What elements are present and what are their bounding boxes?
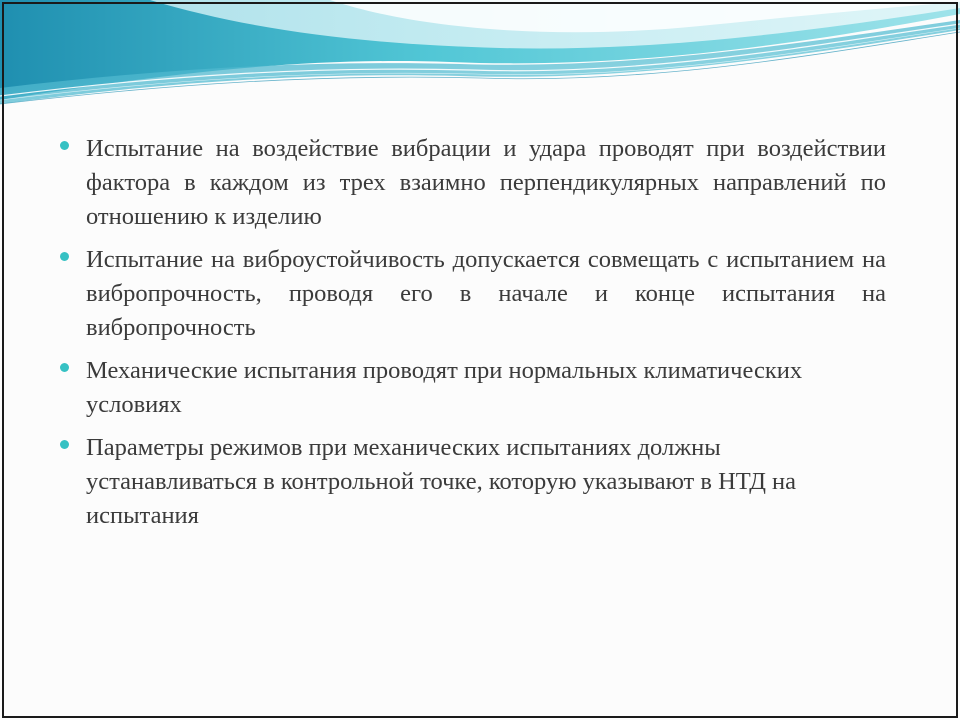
- bullet-dot-icon: [60, 252, 69, 261]
- bullet-text: Механические испытания проводят при нормальных климатических условиях: [86, 357, 803, 418]
- bullet-dot-icon: [60, 440, 69, 449]
- slide-body: [60, 132, 886, 542]
- bullet-dot-icon: [60, 141, 69, 150]
- bullet-item: [60, 431, 886, 533]
- bullet-item: [60, 354, 886, 422]
- bullet-list: [60, 132, 886, 533]
- bullet-item: [60, 243, 886, 345]
- bullet-text: Испытание на виброустойчивость допускается совмещать с испытанием на вибропрочность, проводя его в начале и конце испытания на вибропрочность: [86, 246, 886, 341]
- header-wave-decoration: [0, 0, 960, 120]
- bullet-text: Параметры режимов при механических испытаниях должны устанавливаться в контрольной точке, которую указывают в НТД на испытания: [86, 434, 797, 529]
- bullet-text: Испытание на воздействие вибрации и удара проводят при воздействии фактора в каждом из трех взаимно перпендикулярных направлений по отношению к изделию: [86, 135, 886, 230]
- bullet-item: [60, 132, 886, 234]
- bullet-dot-icon: [60, 363, 69, 372]
